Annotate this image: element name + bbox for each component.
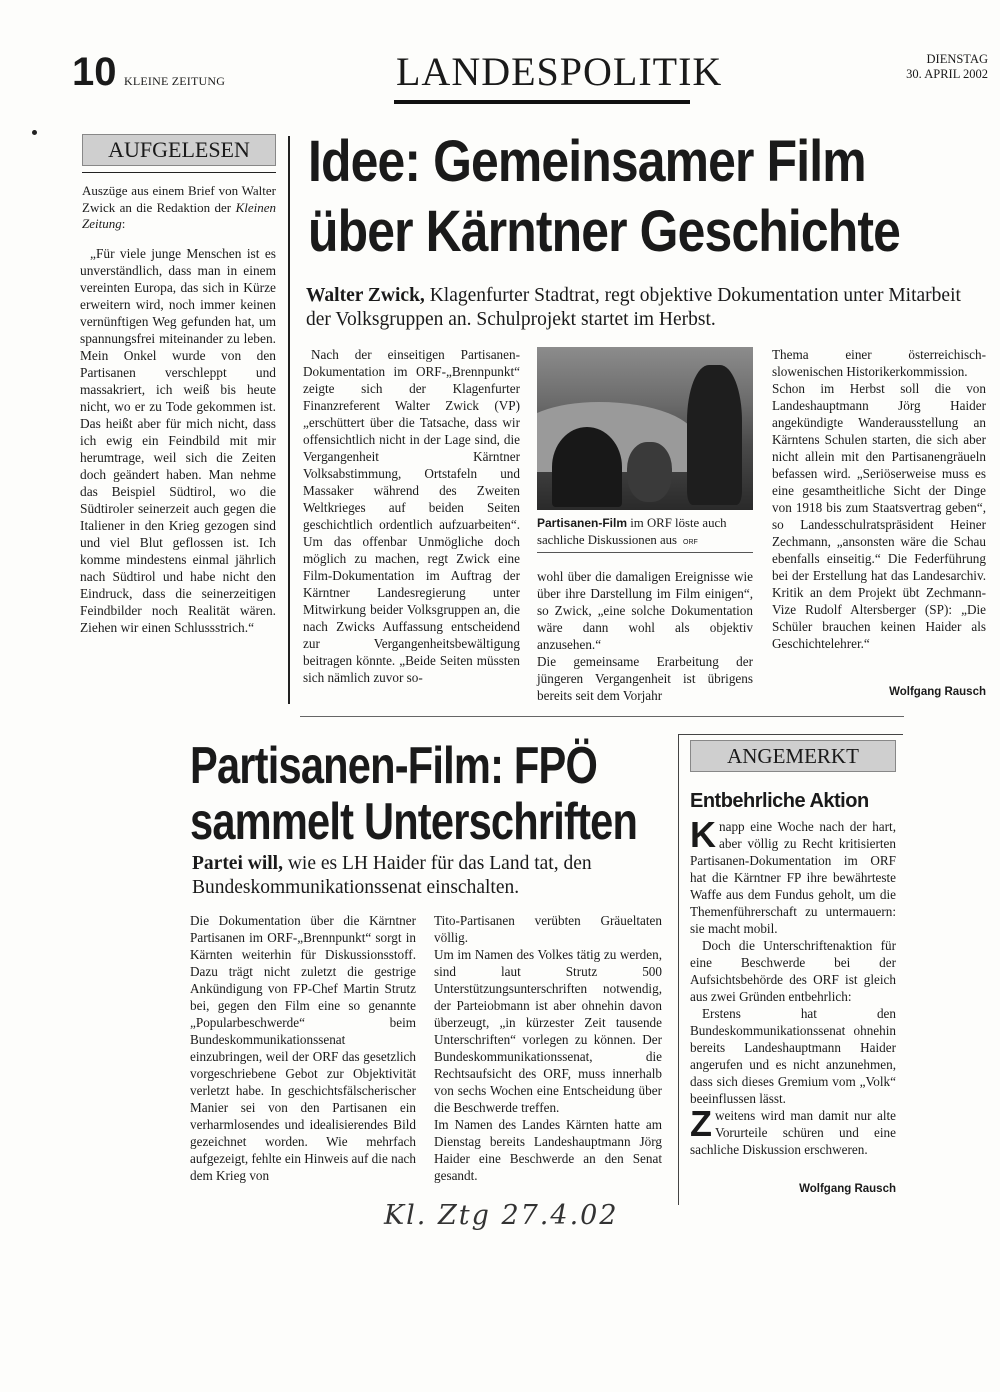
photo-figure-soldier — [687, 365, 742, 505]
paragraph-text: weitens wird man damit nur alte Vorurteile schüren und eine sachliche Diskussion erschweren. — [690, 1108, 896, 1157]
comment-paragraph-1 — [690, 814, 896, 937]
comment-body — [690, 814, 896, 1158]
kicker-aufgelesen: AUFGELESEN — [82, 134, 276, 166]
section-underline — [394, 100, 690, 104]
kicker-rule — [82, 172, 276, 173]
photo-figure-helmet — [552, 427, 622, 507]
subhead-text: Klagenfurter Stadtrat, regt objektive Dokumentation unter Mitarbeit der Volksgruppen an. Schulprojekt startet im Herbst. — [306, 285, 961, 330]
dropcap-z: Z — [690, 1103, 712, 1144]
intro-text: Auszüge aus einem Brief von Walter Zwick an die Redaktion der — [82, 183, 276, 215]
intro-italic-paper: Kleinen Zeitung — [82, 199, 276, 231]
comment-author: Wolfgang Rausch — [799, 1183, 896, 1195]
second-headline-line1: Partisanen-Film: FPÖ — [190, 737, 598, 795]
dropcap-k: K — [690, 814, 716, 855]
newspaper-name: KLEINE ZEITUNG — [124, 74, 226, 88]
partisan-film-photo — [537, 347, 753, 510]
main-col1: Nach der einseitigen Partisanen-Dokumentation im ORF-„Brennpunkt“ zeigte sich der Klagenfurter Finanzreferent Walter Zwick (VP) „erschüttert über die Tatsache, dass wir offensichtlich nicht in der Lage sind, die Vergangenheit Kärntner Volksabstimmung, Ortstafeln und Massaker während des Zweiten Weltkrieges auf beiden Seiten geschichtlich ordentlich aufzuarbeiten“. Um das offenbar Unmögliche doch möglich zu machen, regt Zwick eine Film-Dokumentation im Auftrag der Kärntner Landesregierung unter Mitwirkung beider Volksgruppen an, die nach Zwicks Auffassung entscheidend zur Vergangenheitsbewältigung beitragen könnte. „Beide Seiten müssten sich nämlich zuvor so- — [303, 347, 520, 685]
second-col2: Tito-Partisanen verübten Gräueltaten völlig. Um im Namen des Volkes tätig zu werden, sind laut Strutz 500 Unterstützungsunterschriften notwendig, der Parteiobmann ist aber ohnehin davon überzeugt, „in kürzester Zeit tausende Unterschriften“ vorlegen zu können. Der Bundeskommunikationssenat, die Rechtsaufsicht des ORF, muss innerhalb von sechs Wochen eine Entscheidung über die Beschwerde treffen. Im Namen des Landes Kärnten hatte am Dienstag bereits Landeshauptmann Jörg Haider eine Beschwerde an den Senat gesandt. — [434, 913, 662, 1183]
comment-paragraph-3: Erstens hat den Bundeskommunikationssenat ohnehin bereits Landeshauptmann Haider angerufen und es nicht anzunehmen, dass sich dieses Gremium vom „Volk“ beeinflussen lässt. — [690, 1006, 896, 1106]
handwritten-date-note: Kl. Ztg 27.4.02 — [384, 1200, 619, 1231]
photo-credit: ORF — [683, 539, 698, 546]
issue-date — [906, 52, 988, 82]
article-separator — [300, 716, 904, 717]
main-headline-line2: über Kärntner Geschichte — [308, 199, 900, 264]
subhead-party: Partei will, — [192, 853, 283, 874]
main-headline-line1: Idee: Gemeinsamer Film — [308, 129, 866, 194]
photo-caption — [537, 515, 753, 551]
weekday: DIENSTAG — [926, 52, 988, 66]
subhead-text: wie es LH Haider für das Land tat, den Bundeskommunikationssenat einschalten. — [192, 853, 592, 898]
column-divider — [288, 136, 290, 704]
second-col1: Die Dokumentation über die Kärntner Partisanen im ORF-„Brennpunkt“ sorgt in Kärnten weiterhin für Diskussionsstoff. Dazu trägt nicht zuletzt die gestrige Ankündigung von FP-Chef Martin Strutz bei, gegen den Film eine so genannte „Popularbeschwerde“ beim Bundeskommunikationssenat einzubringen, weil der ORF das gesetzlich vorgeschriebene Gebot zur Objektivität verletzt habe. In geschichtsfälscherischer Manier sei von den Partisanen ein verharmlosendes und idealisierendes Bild gezeichnet worden. Wie mehrfach aufgezeigt, fehlte ein Hinweis auf die nach dem Krieg von — [190, 913, 416, 1183]
comment-paragraph-2: Doch die Unterschriftenaktion für eine Beschwerde bei der Aufsichtsbehörde des ORF ist gleich aus zwei Gründen entbehrlich: — [690, 938, 896, 1004]
photo-figure-small — [627, 442, 672, 502]
aufgelesen-intro — [82, 183, 276, 233]
section-title: LANDESPOLITIK — [396, 49, 723, 94]
page-number: 10 — [72, 50, 117, 94]
second-subhead — [192, 852, 662, 900]
main-author: Wolfgang Rausch — [889, 686, 986, 698]
intro-colon: : — [121, 216, 126, 231]
caption-text: im ORF löste auch sachliche Diskussionen aus — [537, 516, 727, 547]
kicker-angemerkt: ANGEMERKT — [690, 740, 896, 772]
caption-bold: Partisanen-Film — [537, 516, 628, 530]
aufgelesen-letter: „Für viele junge Menschen ist es unverständlich, dass man in einem vereinten Europa, das sich in Kürze erweitern wird, noch immer keinen vernünftigen Weg gefunden hat, um spannungsfrei miteinander zu leben. Mein Onkel wurde von den Partisanen verschleppt und massakriert, ich weiß bis heute nicht, wo er zu Tode gekommen ist. Das heißt aber für mich nicht, dass ich ewig ein Feindbild mit mir herumtrage, weil sich die Zeiten doch geändert haben. Man nehme das Beispiel Südtirol, wo die Südtiroler seinerzeit auch gegen die Italiener in den Krieg gezogen sind und viel Blut geflossen ist. Ich komme mindestens einmal jährlich nach Südtirol und habe nicht den Eindruck, dass die seinerzeitigen Feindbilder noch Realität wären. Ziehen wir einen Schlussstrich.“ — [80, 246, 276, 635]
comment-title: Entbehrliche Aktion — [690, 790, 869, 812]
main-col2: wohl über die damaligen Ereignisse wie über ihre Darstellung im Film einigen“, so Zwick, „eine solche Dokumentation wäre dann wohl als objektiv anzusehen.“ Die gemeinsame Erarbeitung der jüngeren Vergangenheit ist übrigens bereits seit dem Vorjahr — [537, 569, 753, 703]
date: 30. APRIL 2002 — [906, 67, 988, 81]
scan-speck — [32, 130, 37, 135]
comment-paragraph-4 — [690, 1103, 896, 1158]
main-col3: Thema einer österreichisch-slowenischen Historikerkommission. Schon im Herbst soll die von Landeshauptmann Jörg Haider angekündigte Wanderausstellung an Kärntens Schulen starten, die sich aber nicht allein mit den Partisanengräueln befassen wird. „Seriöserweise muss es eine gesamtheitliche Sicht der Dinge von 1918 bis zum Staatsvertrag geben“, so Landesschulratspräsident Heiner Zechmann, „ansonsten wäre die Schau ebenfalls einseitig.“ Die Federführung bei der Erstellung hat das Landesarchiv. Kritik an dem Projekt übt Zechmann-Vize Rudolf Altersberger (SP): „Die Schüler brauchen keinen Haider als Geschichtelehrer.“ — [772, 347, 986, 651]
paragraph-text: napp eine Woche nach der hart, aber völlig zu Recht kritisierten Partisanen-Dokumentation im ORF hat die Kärntner FP ihre bewährteste Waffe aus dem Fundus geholt, um die Themenführerschaft zu untermauern: sie macht mobil. — [690, 819, 896, 936]
caption-rule — [537, 552, 753, 553]
main-subhead — [306, 284, 986, 332]
subhead-name: Walter Zwick, — [306, 285, 425, 306]
second-headline-line2: sammelt Unterschriften — [190, 793, 638, 851]
